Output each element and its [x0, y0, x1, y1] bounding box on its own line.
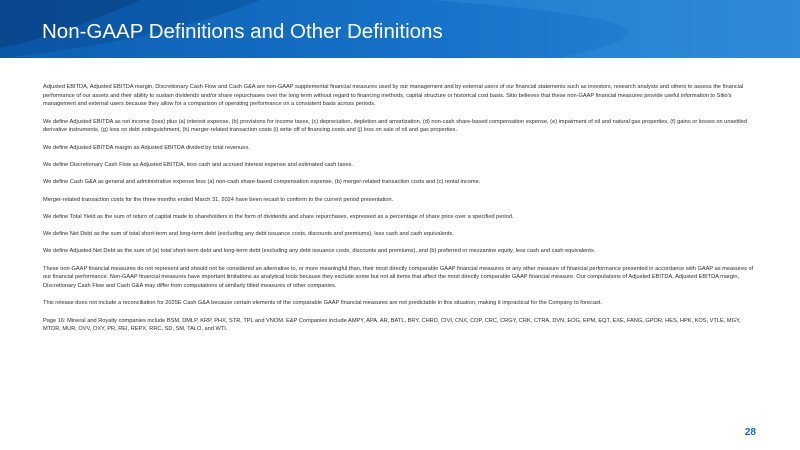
paragraph-non-gaap-overview: Adjusted EBITDA, Adjusted EBITDA margin, Discretionary Cash Flow and Cash G&A are non-GAAP supplemental financial measures used by our management and by external users of our financial statements such as investors, research analysts and others to assess the financial performance of our assets and their ability to sustain dividends and/or share repurchases over the long term without regard to financing methods, capital structure or historical cost basis. Sitio believes that these non-GAAP financial measures provide useful information to Sitio's management and external users because they allow for a comparison of operating performance on a consistent basis across periods.	[43, 84, 744, 108]
definitions-body	[43, 83, 755, 343]
paragraph-adjusted-ebitda-margin: We define Adjusted EBITDA margin as Adjusted EBITDA divided by total revenues.	[43, 144, 250, 151]
paragraph-total-yield: We define Total Yield as the sum of return of capital made to shareholders in the form of dividends and share repurchases, expressed as a percentage of share price over a specified period.	[43, 213, 514, 220]
page-number: 28	[744, 427, 756, 438]
paragraph-adjusted-ebitda: We define Adjusted EBITDA as net income (loss) plus (a) interest expense, (b) provisions for income taxes, (c) depreciation, depletion and amortization, (d) non-cash share-based compensation expense, (e) impairment of oil and natural gas properties, (f) gains or losses on unsettled derivative instruments, (g) loss on debt extinguishment, (h) merger-related transaction costs (i) write off of financing costs and (j) loss on sale of oil and gas properties.	[43, 118, 748, 134]
paragraph-reconciliation: This release does not include a reconciliation for 2025E Cash G&A because certain elements of the comparable GAAP financial measures are not predictable in this situation, making it impractical for the Company to forecast.	[43, 300, 602, 307]
paragraph-peer-companies: Page 16: Mineral and Royalty companies include BSM, DMLP, KRP, PHX, STR, TPL and VNOM. E&P Companies include AMPY, APA, AR, BATL, BRY, CHRD, CIVI, CNX, COP, CRC, CRGY, CRK, CTRA, DVN, EOG, EPM, EQT, EXE, FANG, GPOR, HES, HPK, KOS, VTLE, MGY, MTDR, MUR, OVV, OXY, PR, REI, REPX, RRC, SD, SM, TALO, and WTI.	[43, 317, 741, 333]
paragraph-net-debt: We define Net Debt as the sum of total short-term and long-term debt (excluding any debt issuance costs, discounts and premiums), less cash and cash equivalents.	[43, 231, 454, 238]
page-title: Non-GAAP Definitions and Other Definitions	[42, 20, 443, 43]
paragraph-cash-g-and-a: We define Cash G&A as general and administrative expense less (a) non-cash share-based compensation expense, (b) merger-related transaction costs and (c) rental income.	[43, 179, 481, 186]
header-banner	[0, 0, 800, 58]
paragraph-discretionary-cash-flow: We define Discretionary Cash Flow as Adjusted EBITDA, less cash and accrued interest expense and estimated cash taxes.	[43, 162, 353, 168]
paragraph-adjusted-net-debt: We define Adjusted Net Debt as the sum of (a) total short-term debt and long-term debt (excluding any debt issuance costs, discounts and premiums), and (b) preferred or mezzanine equity, less cash and cash equivalents.	[43, 248, 596, 255]
paragraph-limitations: These non-GAAP financial measures do not represent and should not be considered an alternative to, or more meaningful than, their most directly comparable GAAP financial measures or any other measure of financial performance presented in accordance with GAAP as measures of our financial performance. Non-GAAP financial measures have important limitations as analytical tools because they exclude some but not all items that affect the most directly comparable GAAP financial measure. Our computations of Adjusted EBITDA, Adjusted EBITDA margin, Discretionary Cash Flow and Cash G&A may differ from computations of similarly titled measures of other companies.	[43, 265, 754, 290]
paragraph-merger-costs: Merger-related transaction costs for the three months ended March 31, 2024 have been recast to conform to the current period presentation.	[43, 196, 394, 203]
